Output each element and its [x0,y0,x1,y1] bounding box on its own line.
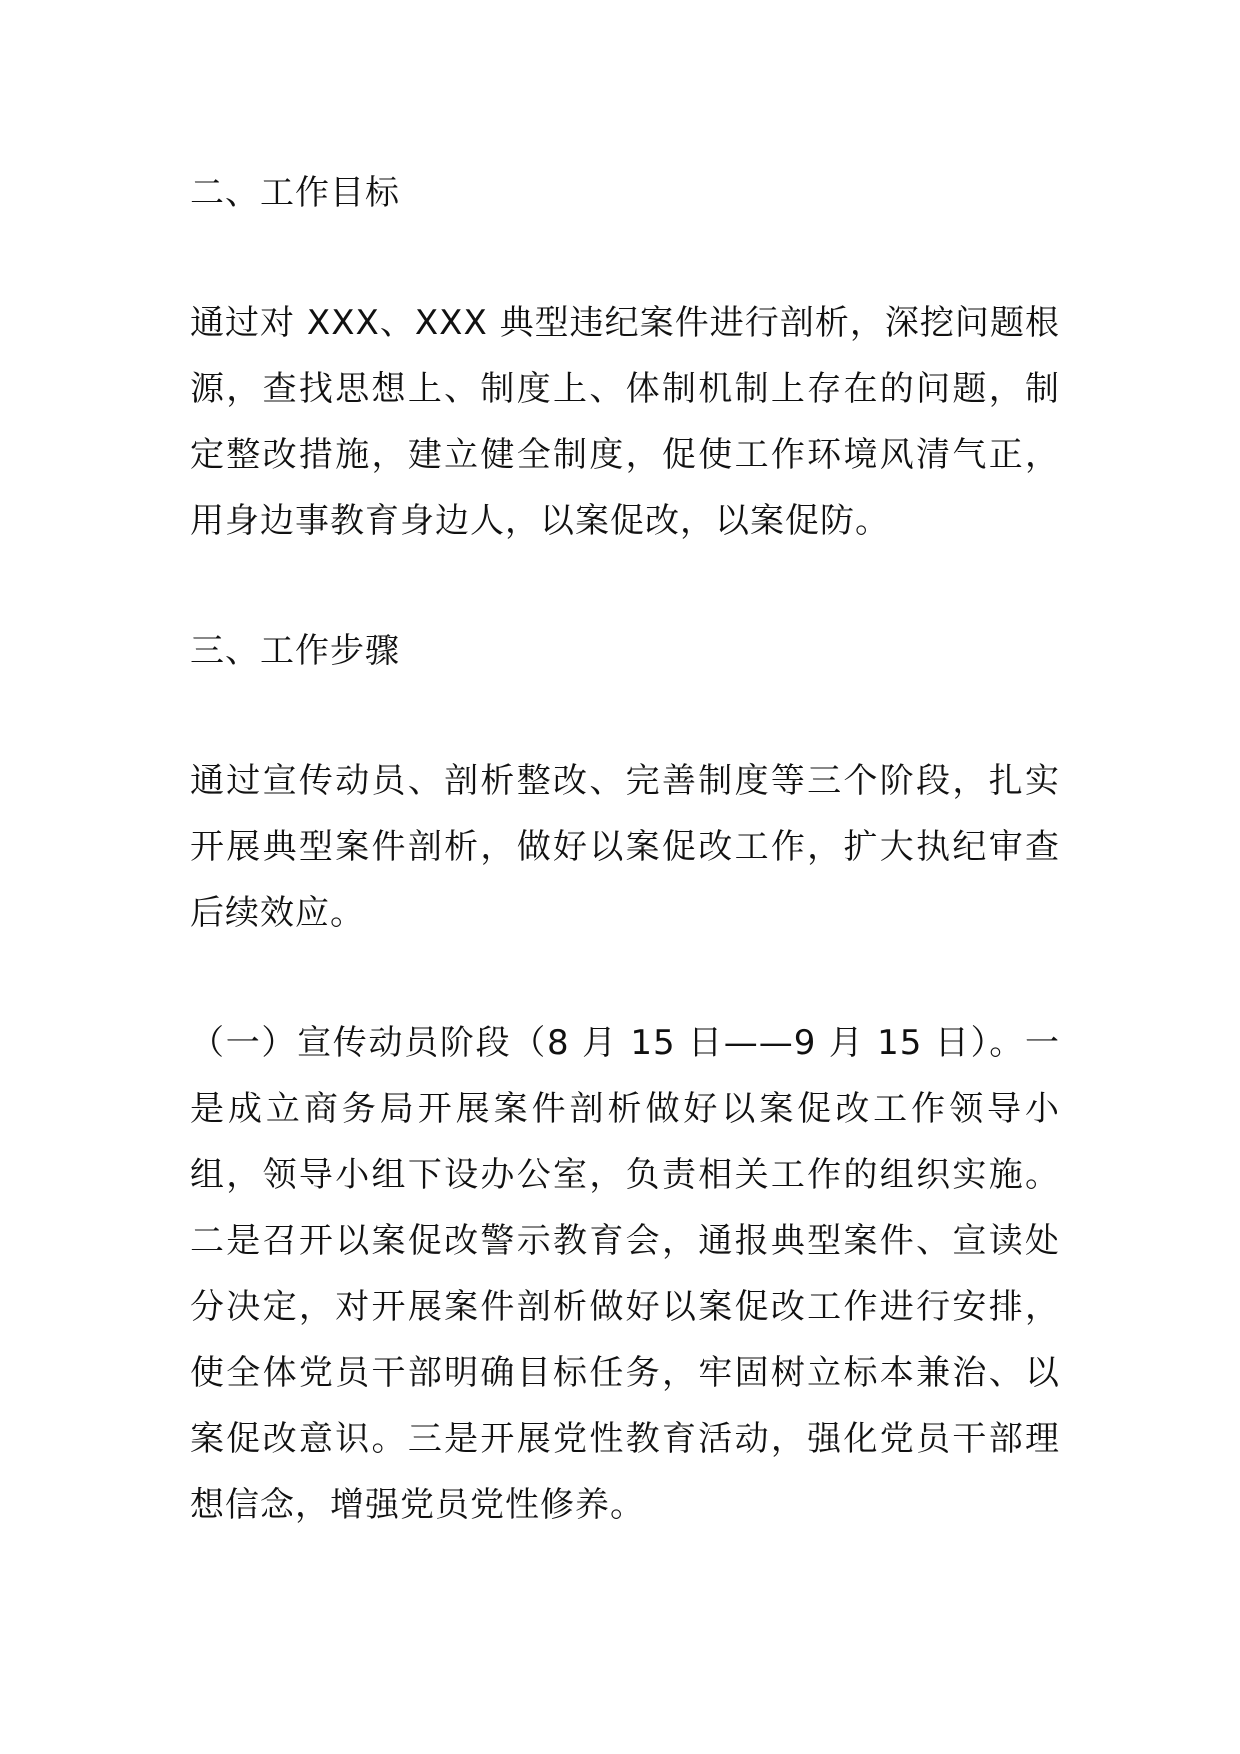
paragraph-stage-one: （一）宣传动员阶段（8 月 15 日——9 月 15 日）。一是成立商务局开展案件剖析做好以案促改工作领导小组，领导小组下设办公室，负责相关工作的组织实施。二是召开以案促改警示教育会，通报典型案件、宣读处分决定，对开展案件剖析做好以案促改工作进行安排，使全体党员干部明确目标任务，牢固树立标本兼治、以案促改意识。三是开展党性教育活动，强化党员干部理想信念，增强党员党性修养。 [190,1023,1060,1525]
paragraph-work-goals: 通过对 XXX、XXX 典型违纪案件进行剖析，深挖问题根源，查找思想上、制度上、体制机制上存在的问题，制定整改措施，建立健全制度，促使工作环境风清气正，用身边事教育身边人，以案促改，以案促防。 [190,303,1060,541]
paragraph-work-steps: 通过宣传动员、剖析整改、完善制度等三个阶段，扎实开展典型案件剖析，做好以案促改工作，扩大执纪审查后续效应。 [190,761,1060,933]
section-heading-work-goals: 二、工作目标 [190,173,400,213]
section-heading-work-steps: 三、工作步骤 [190,631,400,671]
document-body [190,160,1060,1602]
